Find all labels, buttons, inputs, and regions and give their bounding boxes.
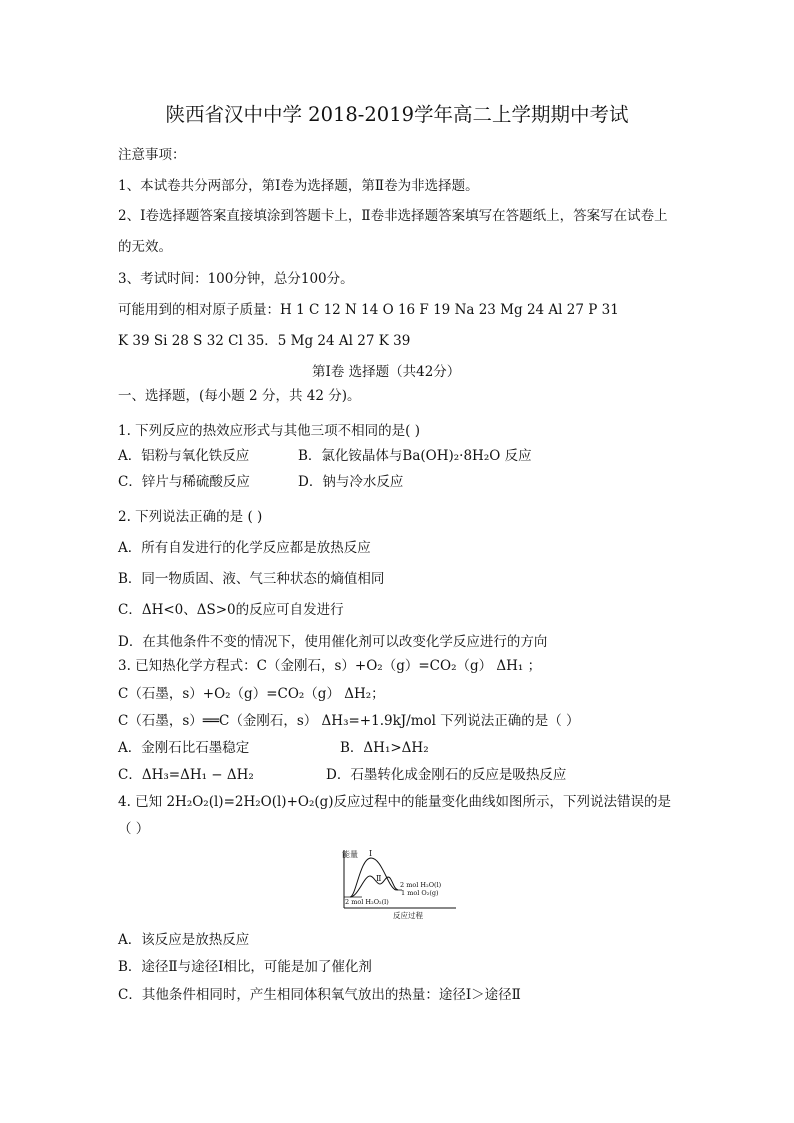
notice-item-2: 2、Ⅰ卷选择题答案直接填涂到答题卡上，Ⅱ卷非选择题答案填写在答题纸上，答案写在试卷上 — [118, 208, 668, 224]
q2-option-c: C．ΔH<0、ΔS>0的反应可自发进行 — [118, 602, 344, 618]
q2-option-a: A．所有自发进行的化学反应都是放热反应 — [118, 540, 371, 556]
q3-option-c: C．ΔH₃=ΔH₁ − ΔH₂ — [118, 767, 254, 783]
q3-equation-3: C（石墨，s）══C（金刚石，s） ΔH₃=+1.9kJ/mol 下列说法正确的是（ ） — [118, 713, 580, 729]
q3-equation-2: C（石墨，s）+O₂（g）=CO₂（g） ΔH₂； — [118, 686, 385, 702]
q4-option-c: C．其他条件相同时，产生相同体积氧气放出的热量：途径Ⅰ＞途径Ⅱ — [118, 987, 521, 1003]
section-heading: 一、选择题，(每小题 2 分，共 42 分)。 — [118, 388, 361, 404]
product-label-2: 1 mol O₂(g) — [401, 889, 439, 897]
q3-option-d: D．石墨转化成金刚石的反应是吸热反应 — [326, 767, 567, 783]
q2-option-d: D．在其他条件不变的情况下，使用催化剂可以改变化学反应进行的方向 — [118, 634, 548, 650]
notice-item-2-cont: 的无效。 — [118, 239, 172, 255]
q3-option-a: A．金刚石比石墨稳定 — [118, 740, 250, 756]
q2-option-b: B．同一物质固、液、气三种状态的熵值相同 — [118, 571, 385, 587]
process-axis-label: 反应过程 — [393, 911, 423, 920]
q1-option-b: B．氯化铵晶体与Ba(OH)₂·8H₂O 反应 — [298, 448, 532, 464]
q4-stem: 4. 已知 2H₂O₂(l)=2H₂O(l)+O₂(g)反应过程中的能量变化曲线如图所示，下列说法错误的是 — [118, 794, 672, 810]
exam-title: 陕西省汉中中学 2018-2019学年高二上学期期中考试 — [165, 103, 629, 126]
q1-option-d: D．钠与冷水反应 — [298, 474, 404, 490]
q3-stem: 3. 已知热化学方程式：C（金刚石，s）+O₂（g）=CO₂（g） ΔH₁ ； — [118, 658, 542, 674]
q4-option-b: B．途径Ⅱ与途径Ⅰ相比，可能是加了催化剂 — [118, 959, 372, 975]
q3-option-b: B．ΔH₁>ΔH₂ — [340, 740, 429, 756]
q4-answer-paren: （ ） — [118, 821, 150, 837]
part1-heading: 第Ⅰ卷 选择题（共42分） — [312, 364, 461, 380]
path-II-curve — [350, 876, 398, 897]
q2-stem: 2. 下列说法正确的是 ( ) — [118, 509, 263, 525]
atomic-masses-line-1: 可能用到的相对原子质量：H 1 C 12 N 14 O 16 F 19 Na 23 Mg 24 Al 27 P 31 — [118, 302, 619, 318]
q1-option-c: C．锌片与稀硫酸反应 — [118, 474, 250, 490]
energy-axis-label: 能量 — [342, 850, 358, 859]
q1-option-a: A．铝粉与氧化铁反应 — [118, 448, 250, 464]
notice-item-3: 3、考试时间：100分钟，总分100分。 — [118, 271, 354, 287]
product-label-1: 2 mol H₂O(l) — [400, 881, 442, 889]
notice-item-1: 1、本试卷共分两部分，第Ⅰ卷为选择题，第Ⅱ卷为非选择题。 — [118, 178, 479, 194]
reactant-label: 2 mol H₂O₂(l) — [345, 898, 389, 906]
path-II-label: Ⅱ — [376, 874, 382, 883]
q4-option-a: A．该反应是放热反应 — [118, 932, 250, 948]
notice-heading: 注意事项： — [118, 147, 186, 163]
atomic-masses-line-2: K 39 Si 28 S 32 Cl 35．5 Mg 24 Al 27 K 39 — [118, 333, 411, 349]
energy-diagram — [338, 846, 458, 924]
q1-stem: 1. 下列反应的热效应形式与其他三项不相同的是( ) — [118, 423, 420, 439]
path-I-label: Ⅰ — [369, 849, 373, 858]
